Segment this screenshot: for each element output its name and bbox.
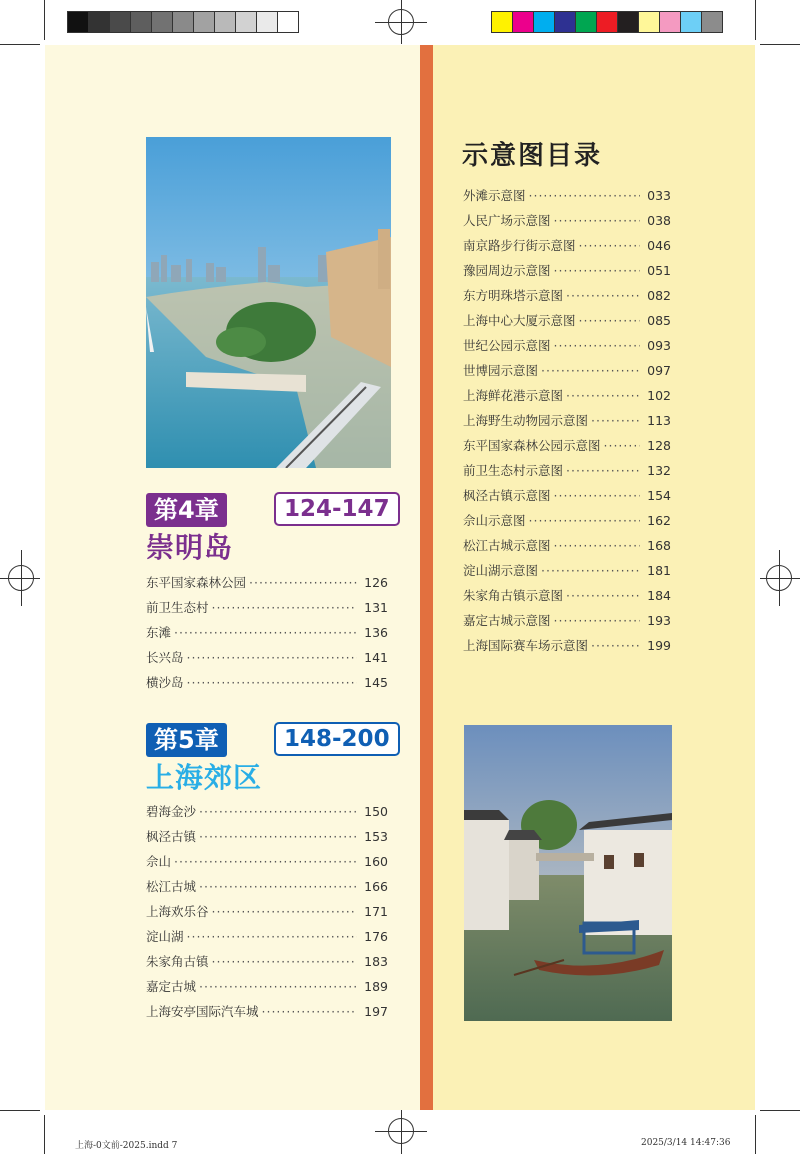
leader-dots <box>566 288 640 303</box>
map-index-entry-page: 162 <box>647 513 671 528</box>
toc-entry <box>146 977 388 1002</box>
toc-entry-page: 197 <box>364 1004 388 1019</box>
toc-entry-title: 嘉定古城 <box>146 979 197 994</box>
leader-dots <box>529 513 640 528</box>
toc-entry-title: 佘山 <box>146 854 172 869</box>
leader-dots <box>566 388 640 403</box>
gray-swatch <box>277 11 299 33</box>
leader-dots <box>187 929 357 944</box>
toc-entry <box>146 902 388 927</box>
map-index-entry-page: 181 <box>647 563 671 578</box>
map-index-entry-page: 102 <box>647 388 671 403</box>
footer-file-label: 上海-0文前-2025.indd 7 <box>75 1141 178 1151</box>
map-index-entry-page: 154 <box>647 488 671 503</box>
map-index-entry <box>463 636 671 661</box>
toc-entry-title: 上海欢乐谷 <box>146 904 209 919</box>
map-index-entry-title: 东平国家森林公园示意图 <box>463 438 601 453</box>
map-index-title: 示意图目录 <box>462 141 603 171</box>
toc-entry <box>146 952 388 977</box>
toc-entry-page: 166 <box>364 879 388 894</box>
toc-entry <box>146 877 388 902</box>
leader-dots <box>554 538 640 553</box>
toc-entry <box>146 573 388 598</box>
leader-dots <box>199 879 357 894</box>
gray-swatch <box>130 11 152 33</box>
color-swatch <box>596 11 618 33</box>
map-index-entry-page: 132 <box>647 463 671 478</box>
gray-swatch <box>88 11 110 33</box>
leader-dots <box>199 979 357 994</box>
map-index-entry-title: 淀山湖示意图 <box>463 563 539 578</box>
color-swatch <box>680 11 702 33</box>
toc-entry <box>146 827 388 852</box>
toc-entry-page: 176 <box>364 929 388 944</box>
leader-dots <box>554 488 640 503</box>
map-index-entry <box>463 586 671 611</box>
map-index-entry-page: 128 <box>647 438 671 453</box>
toc-entry-page: 183 <box>364 954 388 969</box>
map-index-entry <box>463 411 671 436</box>
toc-entry <box>146 852 388 877</box>
chapter4-title: 崇明岛 <box>146 531 234 564</box>
toc-entry <box>146 927 388 952</box>
map-index-entry-title: 南京路步行街示意图 <box>463 238 576 253</box>
leader-dots <box>187 650 357 665</box>
map-index-entry-page: 113 <box>647 413 671 428</box>
map-index-entry <box>463 486 671 511</box>
leader-dots <box>541 563 640 578</box>
chapter4-tag: 第4章 <box>146 493 227 527</box>
leader-dots <box>174 854 357 869</box>
toc-entry <box>146 623 388 648</box>
water-town-photo <box>464 725 672 1021</box>
leader-dots <box>579 313 640 328</box>
map-index-entry <box>463 286 671 311</box>
map-index-list <box>463 186 671 661</box>
toc-entry-title: 横沙岛 <box>146 675 184 690</box>
map-index-entry <box>463 311 671 336</box>
leader-dots <box>554 213 640 228</box>
chapter5-toc-list <box>146 802 388 1027</box>
leader-dots <box>212 600 357 615</box>
gray-swatch <box>193 11 215 33</box>
chapter4-toc-list <box>146 573 388 698</box>
leader-dots <box>554 613 640 628</box>
map-index-entry <box>463 461 671 486</box>
color-swatch <box>617 11 639 33</box>
chapter5-page-range: 148-200 <box>274 722 400 756</box>
map-index-entry-page: 168 <box>647 538 671 553</box>
map-index-entry <box>463 511 671 536</box>
map-index-entry-title: 东方明珠塔示意图 <box>463 288 564 303</box>
leader-dots <box>604 438 640 453</box>
toc-entry-title: 东平国家森林公园 <box>146 575 247 590</box>
map-index-entry-page: 046 <box>647 238 671 253</box>
map-index-entry-title: 世纪公园示意图 <box>463 338 551 353</box>
map-index-entry-title: 上海鲜花港示意图 <box>463 388 564 403</box>
map-index-entry-page: 184 <box>647 588 671 603</box>
toc-entry-title: 淀山湖 <box>146 929 184 944</box>
map-index-entry <box>463 536 671 561</box>
leader-dots <box>591 638 640 653</box>
map-index-entry-title: 人民广场示意图 <box>463 213 551 228</box>
toc-entry <box>146 802 388 827</box>
toc-entry-title: 前卫生态村 <box>146 600 209 615</box>
color-swatch <box>533 11 555 33</box>
leader-dots <box>174 625 357 640</box>
chapter4-page-range: 124-147 <box>274 492 400 526</box>
toc-entry-page: 153 <box>364 829 388 844</box>
gray-swatch <box>235 11 257 33</box>
gray-swatch <box>214 11 236 33</box>
color-swatch <box>575 11 597 33</box>
color-swatch <box>659 11 681 33</box>
toc-entry-title: 上海安亭国际汽车城 <box>146 1004 259 1019</box>
map-index-entry-title: 前卫生态村示意图 <box>463 463 564 478</box>
map-index-entry <box>463 236 671 261</box>
map-index-entry <box>463 211 671 236</box>
leader-dots <box>212 904 357 919</box>
leader-dots <box>554 338 640 353</box>
leader-dots <box>591 413 640 428</box>
leader-dots <box>579 238 640 253</box>
map-index-entry-title: 佘山示意图 <box>463 513 526 528</box>
leader-dots <box>262 1004 357 1019</box>
map-index-entry <box>463 611 671 636</box>
map-index-entry-title: 上海国际赛车场示意图 <box>463 638 589 653</box>
map-index-entry-title: 枫泾古镇示意图 <box>463 488 551 503</box>
map-index-entry <box>463 336 671 361</box>
toc-entry-title: 枫泾古镇 <box>146 829 197 844</box>
map-index-entry <box>463 361 671 386</box>
map-index-entry-title: 外滩示意图 <box>463 188 526 203</box>
map-index-entry-page: 033 <box>647 188 671 203</box>
toc-entry-page: 189 <box>364 979 388 994</box>
toc-entry <box>146 648 388 673</box>
toc-entry-page: 126 <box>364 575 388 590</box>
leader-dots <box>199 804 357 819</box>
leader-dots <box>566 463 640 478</box>
toc-entry <box>146 598 388 623</box>
map-index-entry-title: 上海中心大厦示意图 <box>463 313 576 328</box>
map-index-entry-title: 嘉定古城示意图 <box>463 613 551 628</box>
toc-entry-page: 136 <box>364 625 388 640</box>
map-index-entry-page: 038 <box>647 213 671 228</box>
toc-entry-page: 150 <box>364 804 388 819</box>
toc-entry-title: 东滩 <box>146 625 172 640</box>
toc-entry-page: 141 <box>364 650 388 665</box>
chapter5-tag: 第5章 <box>146 723 227 757</box>
map-index-entry-page: 199 <box>647 638 671 653</box>
map-index-entry <box>463 261 671 286</box>
leader-dots <box>554 263 640 278</box>
toc-entry-title: 长兴岛 <box>146 650 184 665</box>
leader-dots <box>199 829 357 844</box>
toc-entry-page: 160 <box>364 854 388 869</box>
map-index-entry-title: 世博园示意图 <box>463 363 539 378</box>
color-swatch <box>701 11 723 33</box>
map-index-entry-page: 093 <box>647 338 671 353</box>
map-index-entry <box>463 186 671 211</box>
center-divider <box>420 45 433 1110</box>
map-index-entry <box>463 386 671 411</box>
toc-entry-title: 碧海金沙 <box>146 804 197 819</box>
toc-entry-page: 145 <box>364 675 388 690</box>
footer-timestamp: 2025/3/14 14:47:36 <box>641 1138 731 1148</box>
gray-swatch <box>256 11 278 33</box>
color-swatch <box>554 11 576 33</box>
map-index-entry-page: 082 <box>647 288 671 303</box>
leader-dots <box>249 575 357 590</box>
gray-swatch <box>151 11 173 33</box>
map-index-entry-title: 朱家角古镇示意图 <box>463 588 564 603</box>
gray-calibration-bar <box>67 11 298 33</box>
map-index-entry <box>463 436 671 461</box>
gray-swatch <box>172 11 194 33</box>
bund-skyline-photo <box>146 137 391 468</box>
leader-dots <box>187 675 357 690</box>
color-swatch <box>638 11 660 33</box>
leader-dots <box>212 954 357 969</box>
gray-swatch <box>67 11 89 33</box>
map-index-entry-page: 085 <box>647 313 671 328</box>
map-index-entry-page: 193 <box>647 613 671 628</box>
chapter5-title: 上海郊区 <box>146 761 263 794</box>
color-calibration-bar <box>491 11 722 33</box>
color-swatch <box>512 11 534 33</box>
map-index-entry <box>463 561 671 586</box>
map-index-entry-title: 豫园周边示意图 <box>463 263 551 278</box>
color-swatch <box>491 11 513 33</box>
leader-dots <box>529 188 640 203</box>
toc-entry-page: 171 <box>364 904 388 919</box>
leader-dots <box>566 588 640 603</box>
map-index-entry-title: 上海野生动物园示意图 <box>463 413 589 428</box>
toc-entry-title: 朱家角古镇 <box>146 954 209 969</box>
toc-entry-title: 松江古城 <box>146 879 197 894</box>
toc-entry <box>146 1002 388 1027</box>
toc-entry <box>146 673 388 698</box>
leader-dots <box>541 363 640 378</box>
toc-entry-page: 131 <box>364 600 388 615</box>
map-index-entry-page: 051 <box>647 263 671 278</box>
map-index-entry-page: 097 <box>647 363 671 378</box>
map-index-entry-title: 松江古城示意图 <box>463 538 551 553</box>
gray-swatch <box>109 11 131 33</box>
